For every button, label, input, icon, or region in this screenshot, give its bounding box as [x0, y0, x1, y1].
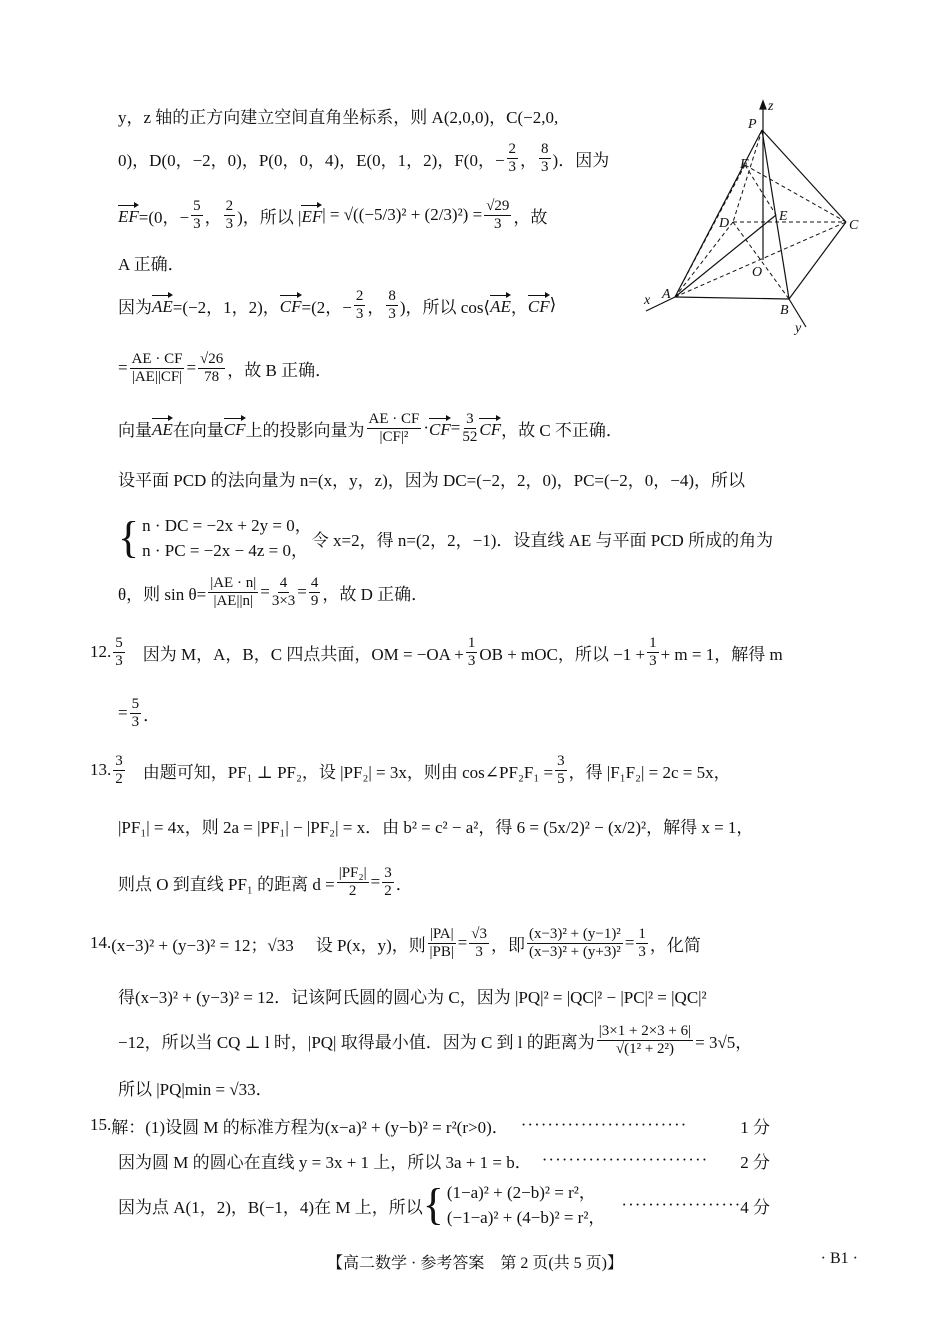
text: 得(x−3)² + (y−3)² = 12．记该阿氏圆的圆心为 C，因为 |PQ|² = |QC|² − |PC|² = |QC|² — [118, 987, 707, 1007]
vector: EF — [118, 203, 139, 227]
text: OB + mOC，所以 −1 + — [479, 644, 646, 664]
num: AE · CF — [131, 351, 183, 367]
vector-cf: CF — [429, 416, 451, 440]
den: 52 — [462, 428, 478, 445]
num: 2 — [225, 198, 234, 214]
text: 由题可知，PF₁ ⊥ PF₂，设 |PF₂| = 3x，则由 cos∠PF₂F₁ = — [142, 762, 554, 782]
page-footer: 【高二数学 · 参考答案 第 2 页(共 5 页)】 — [327, 1255, 623, 1272]
text: = — [186, 358, 197, 377]
left-brace: { — [118, 513, 140, 562]
text: A 正确． — [118, 254, 185, 274]
den: 3 — [355, 305, 364, 322]
text: = — [118, 703, 128, 722]
den: 3 — [475, 943, 483, 960]
text: ，故 — [513, 207, 548, 227]
vector-cf: CF — [224, 416, 246, 440]
fraction — [469, 926, 489, 960]
num: 5 — [193, 198, 201, 214]
equation: n · PC = −2x − 4z = 0， — [142, 541, 308, 560]
den: √(1² + 2²) — [615, 1040, 675, 1057]
text: ，故 D 正确． — [322, 584, 429, 604]
text: = — [370, 872, 381, 891]
num: 5 — [115, 635, 123, 651]
den: 3 — [388, 305, 396, 322]
p15-line3 — [118, 1180, 860, 1230]
fraction — [224, 198, 236, 232]
fraction — [272, 575, 295, 609]
question-number: 13. — [90, 760, 112, 779]
fraction — [130, 696, 142, 730]
score: 2 分 — [740, 1152, 770, 1172]
num: 4 — [279, 575, 288, 591]
den: 3 — [193, 215, 201, 232]
p14-line3 — [118, 1020, 752, 1060]
text: | = √((−5/3)² + (2/3)²) = — [322, 205, 483, 224]
text: + m = 1，解得 m — [660, 644, 783, 664]
text: =(−2，1，2)， — [172, 297, 280, 317]
vector-cf: CF — [528, 293, 550, 317]
equation: (−1−a)² + (4−b)² = r²， — [446, 1208, 606, 1227]
p11-line7 — [118, 408, 623, 448]
label-b: B — [780, 303, 789, 318]
text: 因为 — [118, 297, 152, 317]
label-x: x — [644, 293, 651, 308]
vector: EF — [301, 203, 322, 227]
p11-line1 — [118, 95, 558, 135]
num: √3 — [471, 926, 487, 942]
answer: (x−3)² + (y−3)² = 12；√33 — [111, 935, 294, 955]
text: ，得 |F₁F₂| = 2c = 5x， — [568, 762, 731, 782]
fraction — [462, 411, 477, 445]
p11-line3 — [118, 195, 547, 235]
label-p: P — [748, 117, 757, 132]
den: 3 — [467, 652, 476, 669]
text: = — [297, 582, 307, 601]
text: |PF₁| = 4x，则 2a = |PF₁| − |PF₂| = x．由 b² = c² − a²，得 6 = (5x/2)² − (x/2)²，解得 x = 1， — [118, 817, 754, 837]
num: 8 — [388, 288, 396, 304]
text: 因为点 A(1，2)，B(−1，4)在 M 上，所以 — [118, 1197, 423, 1217]
fraction — [337, 865, 369, 899]
question-number: 14. — [90, 933, 112, 952]
den: 3 — [649, 652, 657, 669]
fraction — [309, 575, 321, 609]
den: 3 — [115, 652, 123, 669]
p12-line2 — [118, 693, 160, 733]
den: 2 — [348, 882, 357, 899]
den: 3 — [225, 215, 234, 232]
num: (x−3)² + (y−1)² — [528, 926, 621, 942]
text: 0)，D(0，−2，0)，P(0，0，4)，E(0，1，2)，F(0，− — [118, 150, 505, 170]
num: 1 — [467, 635, 476, 651]
vector-cf: CF — [280, 293, 302, 317]
p13-line2 — [118, 805, 753, 845]
den: 3 — [541, 158, 549, 175]
text: =(0，− — [138, 207, 190, 227]
num: 2 — [508, 141, 517, 157]
vector-ae: AE — [152, 293, 173, 317]
text: = — [457, 933, 468, 952]
fraction — [555, 753, 567, 787]
score: 1 分 — [740, 1117, 770, 1137]
p14-line2 — [118, 975, 707, 1015]
num: |3×1 + 2×3 + 6| — [598, 1023, 692, 1039]
text: · — [423, 418, 430, 437]
p12-line1 — [90, 632, 783, 672]
text: ，故 C 不正确． — [501, 420, 623, 440]
p13-line1 — [90, 750, 731, 790]
vector-ae: AE — [152, 416, 173, 440]
fraction — [382, 865, 394, 899]
text: 上的投影向量为 — [245, 420, 365, 440]
answer — [113, 635, 125, 669]
num: √29 — [486, 198, 510, 214]
num: |AE · n| — [210, 575, 257, 591]
num: 5 — [131, 696, 140, 712]
text: ⟩ — [549, 295, 557, 314]
text: 令 x=2，得 n=(2，2，−1)．设直线 AE 与平面 PCD 所成的角为 — [311, 530, 774, 550]
text: 解：(1)设圆 M 的标准方程为(x−a)² + (y−b)² = r²(r>0)． — [111, 1117, 509, 1137]
num: 3 — [384, 865, 392, 881]
text: )，所以 | — [237, 207, 302, 227]
text: 在向量 — [172, 420, 224, 440]
den: 3 — [494, 215, 502, 232]
text: 则点 O 到直线 PF₁ 的距离 d = — [118, 874, 335, 894]
num: 3 — [466, 411, 474, 427]
dot-leader: ························· — [520, 1115, 688, 1134]
vector-cf: CF — [479, 416, 501, 440]
den: (x−3)² + (y+3)² — [528, 943, 621, 960]
fraction — [367, 411, 422, 445]
text: = — [624, 933, 635, 952]
question-number: 12. — [90, 642, 112, 661]
den: |PB| — [429, 943, 454, 960]
equation: (1−a)² + (2−b)² = r²， — [446, 1182, 596, 1202]
fraction — [198, 351, 225, 385]
fraction — [507, 141, 519, 175]
text: θ，则 sin θ= — [118, 584, 207, 604]
text: ， — [520, 150, 538, 170]
label-o: O — [752, 265, 763, 280]
den: |AE||n| — [213, 592, 253, 609]
label-c: C — [849, 218, 859, 233]
fraction — [597, 1023, 693, 1057]
text: = 3√5， — [695, 1032, 753, 1052]
text: ， — [510, 297, 528, 317]
text: ，故 B 正确． — [227, 360, 333, 380]
text: ． — [395, 874, 413, 894]
equation: n · DC = −2x + 2y = 0， — [142, 515, 312, 535]
text: 所以 |PQ|min = √33． — [118, 1079, 273, 1099]
den: 9 — [310, 592, 319, 609]
p11-line6 — [118, 348, 332, 388]
text: 设平面 PCD 的法向量为 n=(x，y，z)，因为 DC=(−2，2，0)，PC=(−2，0，−4)，所以 — [118, 470, 746, 490]
text: 因为圆 M 的圆心在直线 y = 3x + 1 上，所以 3a + 1 = b． — [118, 1152, 532, 1172]
p14-line1 — [90, 923, 701, 963]
score: 4 分 — [740, 1197, 770, 1217]
fraction — [527, 926, 623, 960]
fraction — [539, 141, 551, 175]
num: |PF₂| — [338, 865, 367, 881]
text: =(2，− — [301, 297, 352, 317]
fraction — [428, 926, 456, 960]
p11-line8 — [118, 458, 745, 498]
p15-line1 — [90, 1105, 860, 1145]
num: 1 — [638, 926, 646, 942]
text: −12，所以当 CQ ⊥ l 时，|PQ| 取得最小值．因为 C 到 l 的距离为 — [118, 1032, 595, 1052]
p11-line2 — [118, 138, 609, 178]
x-axis — [646, 297, 675, 311]
text: 设 P(x，y)，则 — [315, 935, 426, 955]
fraction — [208, 575, 258, 609]
num: |PA| — [429, 926, 454, 942]
text: ． — [143, 705, 161, 725]
equation-system — [447, 1180, 606, 1231]
fraction — [636, 926, 648, 960]
fraction — [386, 288, 398, 322]
text: 向量 — [118, 420, 152, 440]
p13-line3 — [118, 862, 413, 902]
den: |CF|² — [379, 428, 409, 445]
num: 2 — [355, 288, 364, 304]
num: 8 — [541, 141, 549, 157]
num: 4 — [310, 575, 319, 591]
den: 3 — [131, 713, 140, 730]
p11-line9 — [118, 513, 773, 563]
text: y，z 轴的正方向建立空间直角坐标系，则 A(2,0,0)，C(−2,0, — [118, 107, 559, 127]
fraction — [354, 288, 366, 322]
left-brace: { — [422, 1180, 444, 1229]
text: ，即 — [490, 935, 525, 955]
num: AE · CF — [368, 411, 420, 427]
label-z: z — [768, 99, 774, 114]
label-y: y — [795, 321, 802, 336]
pyramid-figure — [640, 95, 870, 345]
text: 因为 M，A，B，C 四点共面，OM = −OA + — [142, 644, 464, 664]
den: 2 — [115, 770, 123, 787]
dot-leader: ·················· — [621, 1195, 742, 1214]
label-d: D — [719, 216, 730, 231]
den: |AE||CF| — [131, 368, 183, 385]
fraction — [130, 351, 185, 385]
label-e: E — [779, 209, 788, 224]
label-a: A — [662, 287, 671, 302]
answer — [113, 753, 125, 787]
num: 3 — [557, 753, 565, 769]
den: 3 — [638, 943, 646, 960]
num: 3 — [115, 753, 123, 769]
text: ，化简 — [649, 935, 701, 955]
dot-leader: ························· — [541, 1150, 709, 1169]
text: = — [118, 358, 128, 377]
fraction — [647, 635, 659, 669]
p11-line4 — [118, 242, 185, 282]
vector-ae: AE — [490, 293, 511, 317]
label-f: F — [740, 157, 749, 172]
question-number: 15. — [90, 1115, 112, 1134]
p11-line10 — [118, 572, 428, 612]
fraction — [484, 198, 511, 232]
p15-line2 — [118, 1140, 860, 1180]
num: √26 — [200, 351, 224, 367]
text: ， — [204, 207, 222, 227]
text: = — [450, 418, 461, 437]
z-arrow — [760, 101, 766, 109]
fraction — [191, 198, 203, 232]
den: 78 — [204, 368, 220, 385]
equation-system — [142, 513, 312, 564]
p14-line4 — [118, 1067, 273, 1107]
num: 1 — [649, 635, 657, 651]
text: )．因为 — [552, 150, 610, 170]
den: 5 — [557, 770, 565, 787]
den: 3 — [508, 158, 517, 175]
den: 3×3 — [271, 592, 296, 609]
fraction — [466, 635, 478, 669]
p11-line5 — [118, 285, 556, 325]
text: = — [260, 582, 270, 601]
den: 2 — [384, 882, 392, 899]
page-code: · B1 · — [820, 1250, 858, 1267]
text: ， — [367, 297, 385, 317]
text: )，所以 cos⟨ — [399, 297, 491, 317]
